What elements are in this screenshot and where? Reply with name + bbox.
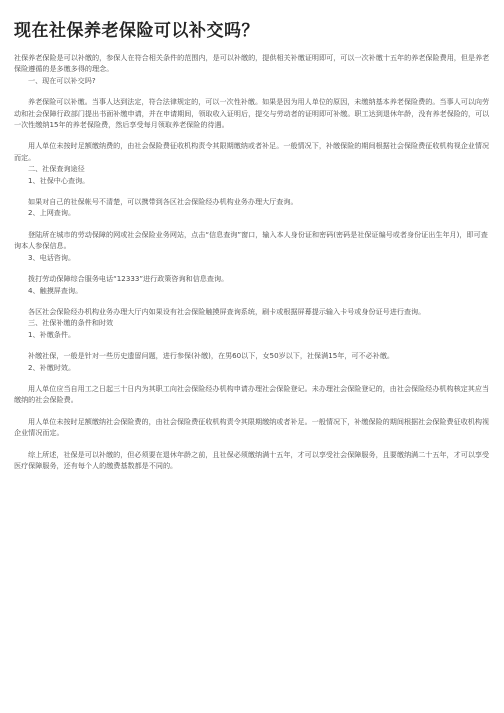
condition-1-title: 1、补缴条件。 bbox=[28, 329, 76, 339]
condition-2-title: 2、补缴时效。 bbox=[28, 362, 76, 372]
method-1-text: 如果对自己的社保帐号不清楚，可以携带到各区社会保险经办机构业务办理大厅查询。 bbox=[28, 197, 298, 207]
conclusion-paragraph: 综上所述，社保是可以补缴的，但必须要在退休年龄之前，且社保必须缴纳满十五年，才可以享受社会保障服务，且要缴纳满二十五年，才可以享受医疗保障服务，还有每个人的缴费基数都是不同的。 bbox=[14, 449, 490, 470]
section1-paragraph-1: 养老保险可以补缴。当事人达到法定，符合法律规定的，可以一次性补缴。如果是因为用人单位的原因，未缴纳基本养老保险费的。当事人可以向劳动和社会保障行政部门提出书面补缴申请，并在申请期间，领取收入证明后，提交与劳动者的证明即可补缴。职工达到退休年龄，没有养老保险的，可以一次性缴纳15年的养老保险费，然后享受每月领取养老保险的待遇。 bbox=[14, 97, 490, 130]
intro-paragraph: 社保养老保险是可以补缴的，参保人在符合相关条件的范围内，是可以补缴的，提供相关补缴证明即可，可以一次补缴十五年的养老保险费用，但是养老保险遵循的是多缴多得的理念。 bbox=[14, 53, 490, 74]
page-title: 现在社保养老保险可以补交吗？ bbox=[14, 21, 259, 41]
method-3-title: 3、电话咨询。 bbox=[28, 252, 76, 262]
section1-paragraph-2: 用人单位未按时足额缴纳费的，由社会保险费征收机构责令其限期缴纳或者补足。一般情况下，补缴保险的期间根据社会保险费征收机构视企业情况而定。 bbox=[14, 141, 490, 162]
section-heading-1: 一、现在可以补交吗? bbox=[28, 75, 96, 85]
method-4-title: 4、触摸屏查询。 bbox=[28, 285, 83, 295]
method-2-title: 2、上网查询。 bbox=[28, 208, 76, 218]
method-1-title: 1、社保中心查询。 bbox=[28, 175, 90, 185]
section-heading-3: 三、社保补缴的条件和时效 bbox=[28, 318, 114, 328]
condition-1-text: 补缴社保，一般是针对一些历史遗留问题，进行参保(补缴)，在男60以下，女50岁以下，社保满15年，可不必补缴。 bbox=[28, 351, 395, 361]
condition-2-paragraph-1: 用人单位应当自用工之日起三十日内为其职工向社会保险经办机构申请办理社会保险登记。未办理社会保险登记的，由社会保险经办机构核定其应当缴纳的社会保险费。 bbox=[14, 383, 490, 405]
method-3-text: 拨打劳动保障综合服务电话“12333”进行政策咨询和信息查询。 bbox=[28, 274, 229, 284]
condition-2-paragraph-2: 用人单位未按时足额缴纳社会保险费的，由社会保险费征收机构责令其限期缴纳或者补足。一般情况下，补缴保险的期间根据社会保险费征收机构视企业情况而定。 bbox=[14, 416, 490, 438]
section-heading-2: 二、社保查询途径 bbox=[28, 164, 85, 174]
method-4-text: 各区社会保险经办机构业务办理大厅内如果设有社会保险触摸屏查询系统，刷卡或根据屏幕提示输入卡号或身份证号进行查询。 bbox=[28, 306, 426, 316]
method-2-text: 登陆所在城市的劳动保障的网或社会保险业务网站，点击“信息查询”窗口，输入本人身份证和密码(密码是社保证编号或者身份证出生年月)，即可查询本人参保信息。 bbox=[14, 229, 488, 251]
